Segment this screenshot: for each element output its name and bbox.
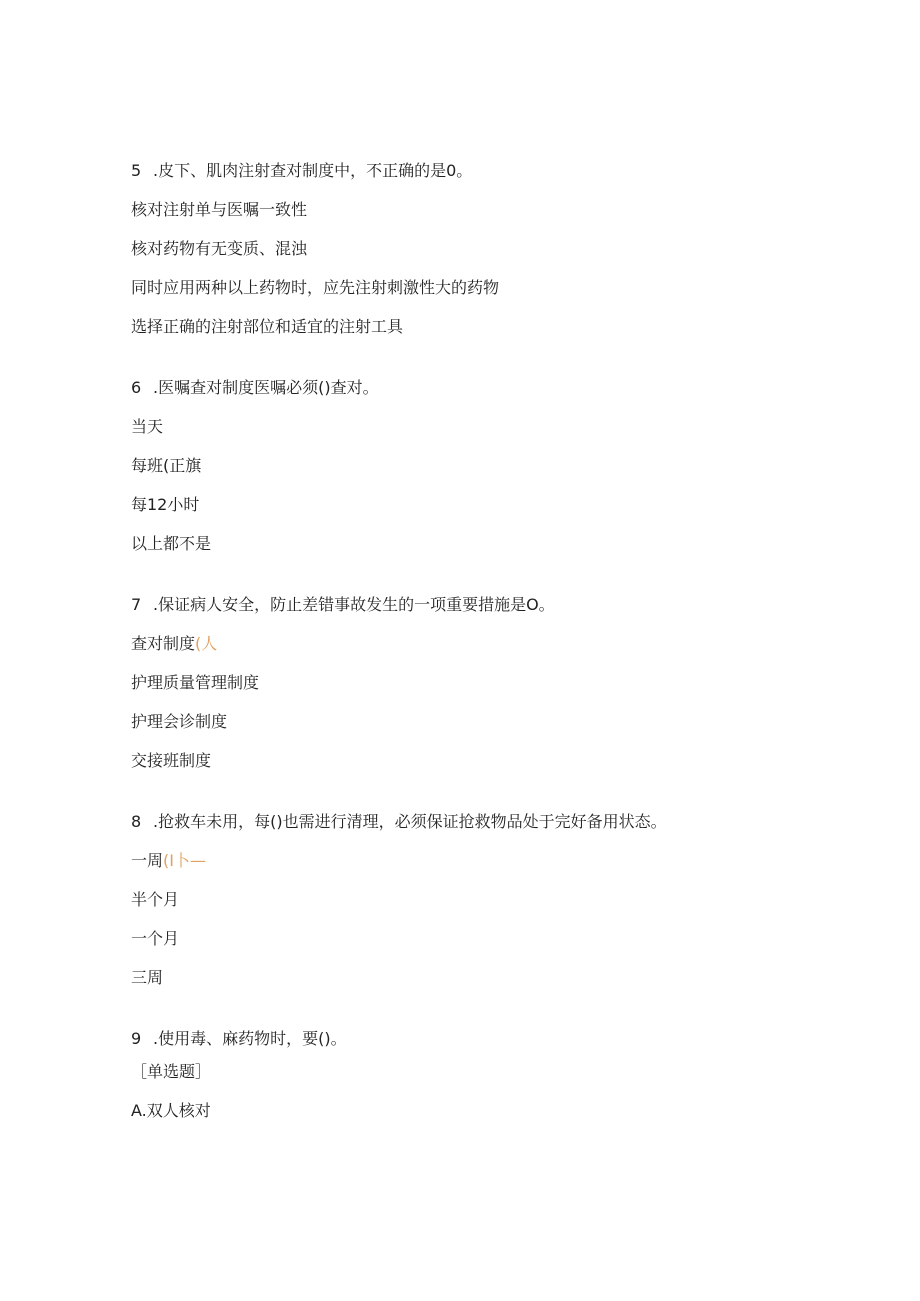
question-7-option-2: 护理质量管理制度 [131,673,260,692]
option-text: 一周 [131,851,164,870]
question-text: .医嘱查对制度医嘱必须()查对。 [153,378,379,397]
question-9-stem [131,1028,347,1050]
question-5-option-3: 同时应用两种以上药物时，应先注射刺激性大的药物 [131,278,500,297]
question-7-option-4: 交接班制度 [131,751,212,770]
question-number: 5 [131,161,142,180]
question-6-option-3: 每12小时 [131,495,200,514]
question-7-option-1 [131,633,217,655]
question-number: 7 [131,595,142,614]
question-8-option-3: 一个月 [131,929,180,948]
option-text: 查对制度 [131,634,196,653]
question-type-tag: ［单选题］ [131,1062,212,1081]
question-5-option-2: 核对药物有无变质、混浊 [131,239,308,258]
question-9-option-1: A.双人核对 [131,1101,211,1120]
question-6-option-4: 以上都不是 [131,534,212,553]
question-5-stem [131,160,472,182]
answer-mark: (人 [195,634,218,653]
question-6-option-2: 每班(正旗 [131,456,202,475]
question-number: 6 [131,378,142,397]
question-5-option-1: 核对注射单与医嘱一致性 [131,200,308,219]
question-text: .抢救车未用，每()也需进行清理，必须保证抢救物品处于完好备用状态。 [153,812,667,831]
question-6-option-1: 当天 [131,417,164,436]
question-8-option-4: 三周 [131,968,164,987]
question-text: .使用毒、麻药物时，要()。 [153,1029,347,1048]
question-text: .保证病人安全，防止差错事故发生的一项重要措施是O。 [153,595,555,614]
question-7-option-3: 护理会诊制度 [131,712,228,731]
question-text: .皮下、肌肉注射查对制度中，不正确的是0。 [153,161,473,180]
question-7-stem [131,594,555,616]
answer-mark: (I卜— [163,851,206,870]
question-number: 8 [131,812,142,831]
question-8-option-2: 半个月 [131,890,180,909]
question-6-stem [131,377,379,399]
question-8-option-1 [131,850,206,872]
question-5-option-4: 选择正确的注射部位和适宜的注射工具 [131,317,404,336]
question-number: 9 [131,1029,142,1048]
question-8-stem [131,811,667,833]
